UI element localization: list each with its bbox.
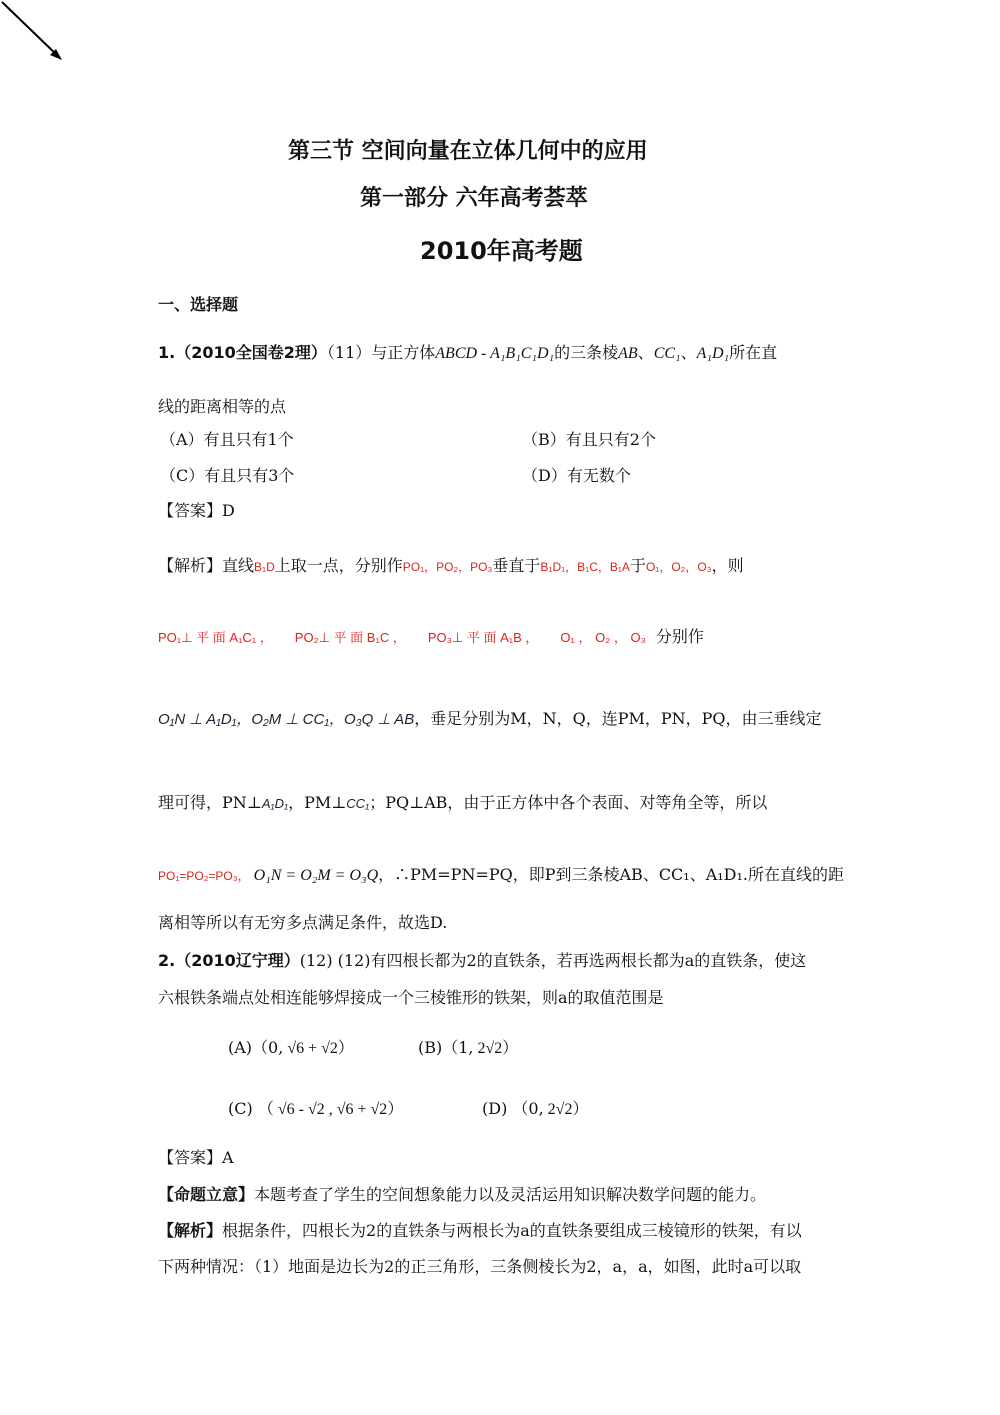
q1-option-c: （C）有且只有3个 [160, 466, 295, 485]
corner-arrow-icon [0, 0, 80, 80]
section-multiple-choice: 一、选择题 [158, 295, 239, 314]
q2-option-d: (D) （0, 2√2） [482, 1099, 589, 1118]
q2-option-b: (B)（1, 2√2） [418, 1038, 519, 1057]
section-title: 第三节 空间向量在立体几何中的应用 [288, 139, 648, 164]
q2-source: 2.（2010辽宁理） [158, 951, 300, 970]
q1-solution-line5: PO₁=PO₂=PO₃， O₁N = O₂M = O₃Q，∴PM=PN=PQ，即P到三条棱AB、CC₁、A₁D₁.所在直线的距 [158, 865, 845, 884]
q2-answer: 【答案】A [158, 1148, 234, 1167]
q1-option-b: （B）有且只有2个 [522, 430, 656, 449]
part-title: 第一部分 六年高考荟萃 [360, 186, 588, 211]
q2-solution-line1: 【解析】根据条件，四根长为2的直铁条与两根长为a的直铁条要组成三棱镜形的铁架，有以 [158, 1221, 802, 1240]
q2-stem-line1: 2.（2010辽宁理）(12) (12)有四根长都为2的直铁条，若再选两根长都为a的直铁条，使这 [158, 951, 807, 970]
q1-solution-line1: 【解析】直线B₁D上取一点，分别作PO₁，PO₂，PO₃垂直于B₁D₁，B₁C，B₁A于O₁，O₂，O₃，则 [158, 556, 744, 575]
q1-solution-line4: 理可得，PN⊥A₁D₁，PM⊥CC₁；PQ⊥AB，由于正方体中各个表面、对等角全等，所以 [158, 793, 768, 812]
q1-stem-line1: 1.（2010全国卷2理）（11）与正方体ABCD - A₁B₁C₁D₁的三条棱AB、CC₁、A₁D₁所在直 [158, 343, 778, 362]
q1-option-d: （D）有无数个 [522, 466, 631, 485]
year-title: 2010年高考题 [420, 237, 583, 265]
q1-stem-line2: 线的距离相等的点 [158, 397, 287, 416]
q2-option-c: (C) （ √6 - √2 , √6 + √2） [228, 1099, 404, 1118]
q2-intent: 【命题立意】本题考查了学生的空间想象能力以及灵活运用知识解决数学问题的能力。 [158, 1185, 767, 1204]
q2-option-a: (A)（0, √6 + √2） [228, 1038, 354, 1057]
q2-solution-line2: 下两种情况：（1）地面是边长为2的正三角形，三条侧棱长为2，a，a，如图，此时a可以取 [158, 1257, 802, 1276]
cube-name: ABCD - A₁B₁C₁D₁ [435, 345, 555, 362]
q1-option-a: （A）有且只有1个 [160, 430, 294, 449]
q2-stem-line2: 六根铁条端点处相连能够焊接成一个三棱锥形的铁架，则a的取值范围是 [158, 988, 664, 1007]
q1-solution-line6: 离相等所以有无穷多点满足条件，故选D. [158, 913, 448, 932]
q1-solution-line2: PO₁⊥ 平 面 A₁C₁ ， PO₂⊥ 平 面 B₁C ， PO₃⊥ 平 面 A₁B ， O₁ ， O₂ ， O₃ 分别作 [158, 627, 704, 646]
q1-solution-line3: O₁N ⊥ A₁D₁，O₂M ⊥ CC₁，O₃Q ⊥ AB，垂足分别为M，N，Q，连PM，PN，PQ，由三垂线定 [158, 709, 822, 728]
q1-source: 1.（2010全国卷2理） [158, 343, 327, 362]
q1-answer: 【答案】D [158, 501, 235, 520]
